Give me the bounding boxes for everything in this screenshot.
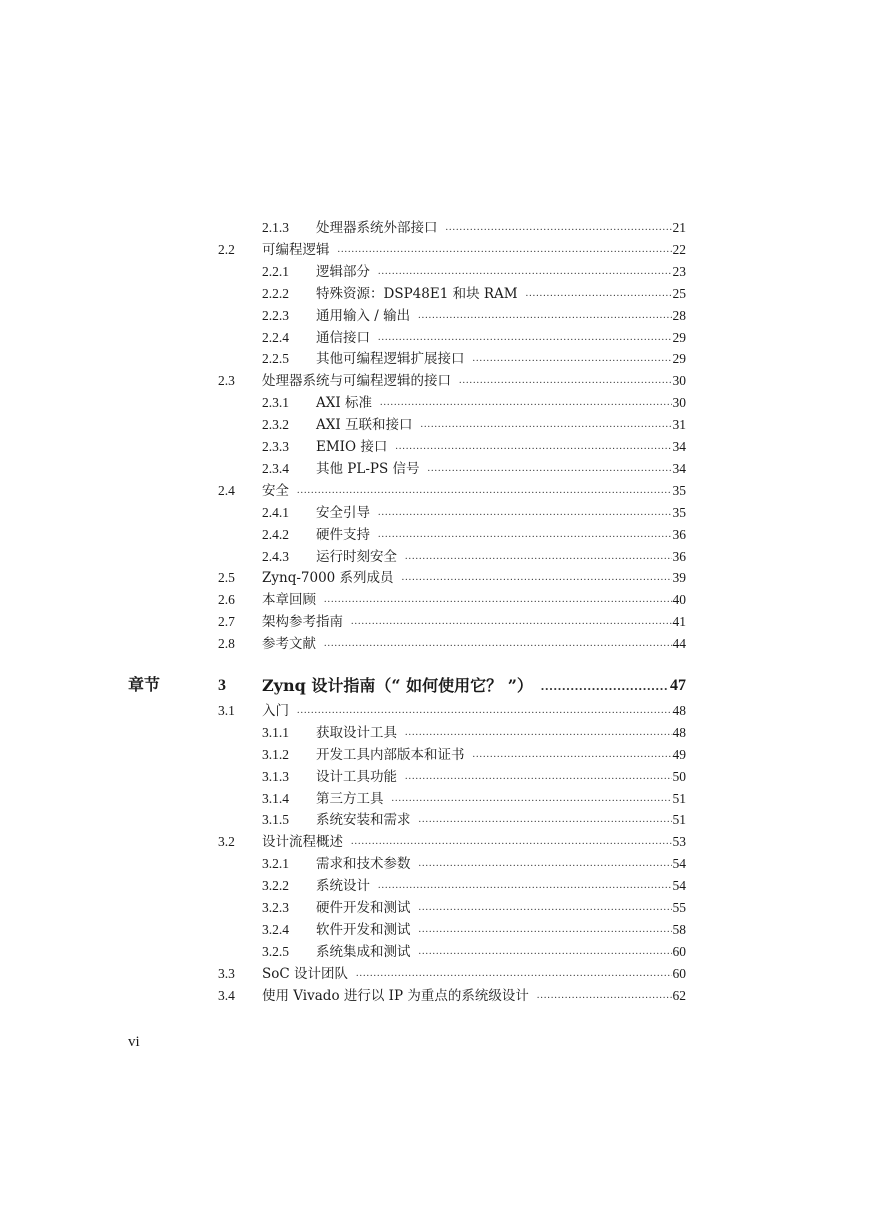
dot-leader xyxy=(541,676,669,696)
dot-leader xyxy=(419,942,672,962)
toc-entry-number: 2.2.3 xyxy=(262,307,289,323)
toc-entry-title: 入门 xyxy=(262,702,289,719)
toc-entry[interactable] xyxy=(0,898,869,918)
dot-leader xyxy=(419,898,672,918)
toc-entry[interactable] xyxy=(0,503,869,523)
dot-leader xyxy=(297,481,672,501)
toc-entry-page: 48 xyxy=(672,724,686,740)
chapter-label: 章节 xyxy=(128,677,161,694)
toc-entry[interactable] xyxy=(0,568,869,588)
toc-entry[interactable] xyxy=(0,218,869,238)
toc-entry-number: 3.1.4 xyxy=(262,790,289,806)
toc-entry-title: Zynq 设计指南（“ 如何使用它？ ”） xyxy=(262,676,533,695)
toc-entry-page: 35 xyxy=(672,482,686,498)
toc-entry-title: 处理器系统外部接口 xyxy=(316,220,438,236)
toc-entry[interactable] xyxy=(0,393,869,413)
toc-entry-title: 设计工具功能 xyxy=(316,768,397,785)
toc-entry-title: AXI 标准 xyxy=(316,395,372,412)
toc-entry-number: 2.4 xyxy=(218,482,235,498)
toc-entry-number: 2.5 xyxy=(218,570,235,586)
toc-entry-number: 2.4.1 xyxy=(262,504,289,520)
dot-leader xyxy=(419,920,672,940)
toc-entry-title: 第三方工具 xyxy=(316,790,384,807)
toc-entry-page: 39 xyxy=(672,570,686,586)
dot-leader xyxy=(428,459,672,479)
toc-entry-page: 58 xyxy=(672,921,686,937)
toc-entry[interactable] xyxy=(0,415,869,435)
toc-entry-title: 运行时刻安全 xyxy=(316,548,397,565)
toc-entry-title: 通信接口 xyxy=(316,329,370,346)
dot-leader xyxy=(526,284,672,304)
toc-entry-title: 本章回顾 xyxy=(262,592,316,609)
dot-leader xyxy=(459,371,672,391)
toc-entry-title: AXI 互联和接口 xyxy=(316,417,413,434)
toc-entry-number: 3.2.1 xyxy=(262,856,289,872)
toc-entry-title: 使用 Vivado 进行以 IP 为重点的系统级设计 xyxy=(262,987,529,1004)
toc-entry-page: 30 xyxy=(672,395,686,411)
dot-leader xyxy=(405,767,672,787)
toc-entry-title: 其他可编程逻辑扩展接口 xyxy=(316,351,465,368)
toc-entry-number: 2.2.5 xyxy=(262,351,289,367)
toc-entry-page: 30 xyxy=(672,373,686,389)
toc-entry[interactable] xyxy=(0,701,869,721)
toc-entry-page: 34 xyxy=(672,460,686,476)
toc-entry[interactable] xyxy=(0,789,869,809)
toc-entry-page: 34 xyxy=(672,439,686,454)
toc-entry-number: 3.2.5 xyxy=(262,943,289,959)
toc-entry-page: 54 xyxy=(672,878,686,894)
toc-entry-page: 54 xyxy=(672,856,686,872)
toc-entry-page: 35 xyxy=(672,504,686,520)
dot-leader xyxy=(378,328,672,348)
dot-leader xyxy=(378,503,672,523)
toc-entry[interactable] xyxy=(0,964,869,984)
toc-entry-title: 处理器系统与可编程逻辑的接口 xyxy=(262,373,451,390)
dot-leader xyxy=(392,789,672,809)
dot-leader xyxy=(405,547,672,567)
toc-entry-page: 62 xyxy=(672,987,686,1003)
dot-leader xyxy=(380,393,672,413)
toc-entry-number: 2.3.4 xyxy=(262,460,289,476)
toc-entry-title: 系统集成和测试 xyxy=(316,943,411,960)
toc-entry[interactable] xyxy=(0,371,869,391)
dot-leader xyxy=(473,745,672,765)
toc-entry-number: 3.1.2 xyxy=(262,746,289,762)
dot-leader xyxy=(537,986,672,1006)
toc-entry-page: 53 xyxy=(672,834,686,850)
toc-entry-page: 41 xyxy=(672,614,686,630)
toc-entry-number: 3.1.1 xyxy=(262,724,289,740)
toc-entry-title: 获取设计工具 xyxy=(316,724,397,741)
toc-entry-title: 逻辑部分 xyxy=(316,263,370,280)
dot-leader xyxy=(402,568,672,588)
toc-entry-title: 开发工具内部版本和证书 xyxy=(316,746,465,763)
dot-leader xyxy=(419,854,672,874)
toc-entry-page: 29 xyxy=(672,351,686,367)
toc-entry[interactable] xyxy=(0,437,869,457)
toc-entry-page: 36 xyxy=(672,548,686,564)
toc-entry-title: 硬件支持 xyxy=(316,526,370,543)
dot-leader xyxy=(351,832,672,852)
toc-entry-page: 29 xyxy=(672,329,686,345)
toc-entry-page: 60 xyxy=(672,965,686,981)
toc-entry-number: 3 xyxy=(218,677,226,694)
toc-entry-title: EMIO 接口 xyxy=(316,439,388,455)
dot-leader xyxy=(420,415,671,435)
toc-entry[interactable] xyxy=(0,942,869,962)
toc-entry-number: 2.3 xyxy=(218,373,235,389)
toc-entry-number: 2.3.1 xyxy=(262,395,289,411)
dot-leader xyxy=(378,876,672,896)
dot-leader xyxy=(356,964,672,984)
toc-entry-number: 3.3 xyxy=(218,965,235,981)
toc-entry[interactable] xyxy=(0,590,869,610)
dot-leader xyxy=(338,240,672,260)
toc-entry[interactable] xyxy=(0,745,869,765)
toc-entry-number: 3.2 xyxy=(218,834,235,850)
toc-entry-title: 参考文献 xyxy=(262,636,316,653)
toc-entry[interactable] xyxy=(0,612,869,632)
toc-entry-title: 可编程逻辑 xyxy=(262,241,330,258)
page-number: vi xyxy=(128,1034,140,1050)
toc-entry[interactable] xyxy=(0,876,869,896)
toc-entry-number: 2.2.1 xyxy=(262,263,289,279)
dot-leader xyxy=(446,218,672,238)
toc-entry-number: 3.1 xyxy=(218,702,235,718)
dot-leader xyxy=(351,612,672,632)
toc-entry-page: 55 xyxy=(672,900,686,915)
dot-leader xyxy=(473,349,672,369)
toc-entry-number: 2.2.2 xyxy=(262,285,289,301)
dot-leader xyxy=(378,525,672,545)
dot-leader xyxy=(297,701,672,721)
toc-entry[interactable] xyxy=(0,810,869,830)
toc-entry[interactable] xyxy=(0,328,869,348)
toc-entry-page: 21 xyxy=(672,220,686,235)
toc-entry[interactable] xyxy=(0,525,869,545)
toc-entry-page: 50 xyxy=(672,768,686,784)
dot-leader xyxy=(419,810,672,830)
toc-entry-number: 3.4 xyxy=(218,987,235,1003)
toc-entry-number: 3.1.5 xyxy=(262,812,289,828)
toc-entry-title: 设计流程概述 xyxy=(262,834,343,851)
toc-entry-title: 特殊资源：DSP48E1 和块 RAM xyxy=(316,285,518,302)
toc-entry-number: 2.1.3 xyxy=(262,220,289,235)
toc-entry-title: 安全 xyxy=(262,482,289,499)
toc-entry-title: 其他 PL-PS 信号 xyxy=(316,460,420,477)
toc-entry[interactable] xyxy=(0,240,869,260)
toc-entry-page: 48 xyxy=(672,702,686,718)
toc-entry-title: 系统设计 xyxy=(316,878,370,895)
toc-entry[interactable] xyxy=(0,854,869,874)
toc-entry-title: 软件开发和测试 xyxy=(316,921,411,938)
toc-entry-page: 40 xyxy=(672,592,686,608)
toc-entry-page: 49 xyxy=(672,746,686,762)
toc-entry-number: 2.3.3 xyxy=(262,439,289,454)
toc-entry[interactable] xyxy=(0,634,869,654)
dot-leader xyxy=(418,306,671,326)
toc-entry-page: 36 xyxy=(672,526,686,542)
toc-entry[interactable] xyxy=(0,986,869,1006)
toc-entry-number: 2.3.2 xyxy=(262,417,289,433)
toc-entry[interactable] xyxy=(0,262,869,282)
toc-entry-page: 28 xyxy=(672,307,686,323)
toc-entry-page: 44 xyxy=(672,636,686,652)
toc-entry[interactable] xyxy=(0,459,869,479)
toc-entry[interactable] xyxy=(0,920,869,940)
toc-entry-number: 2.4.2 xyxy=(262,526,289,542)
toc-entry-number: 2.8 xyxy=(218,636,235,652)
toc-entry-page: 22 xyxy=(672,241,686,257)
toc-entry-title: 需求和技术参数 xyxy=(316,856,411,873)
toc-entry[interactable] xyxy=(0,767,869,787)
toc-entry-number: 2.7 xyxy=(218,614,235,630)
toc-entry-number: 2.4.3 xyxy=(262,548,289,564)
dot-leader xyxy=(378,262,672,282)
toc-entry[interactable] xyxy=(0,481,869,501)
dot-leader xyxy=(324,634,672,654)
toc-entry-title: SoC 设计团队 xyxy=(262,965,348,982)
toc-entry-number: 2.2.4 xyxy=(262,329,289,345)
toc-entry[interactable] xyxy=(0,284,869,304)
toc-entry[interactable] xyxy=(0,832,869,852)
toc-entry-title: 通用输入 / 输出 xyxy=(316,307,411,324)
dot-leader xyxy=(395,437,671,457)
toc-entry-title: 硬件开发和测试 xyxy=(316,900,411,916)
toc-entry-page: 31 xyxy=(672,417,686,433)
toc-entry-title: 安全引导 xyxy=(316,504,370,521)
toc-entry-number: 3.2.2 xyxy=(262,878,289,894)
toc-entry[interactable] xyxy=(0,723,869,743)
toc-entry-page: 60 xyxy=(672,943,686,959)
dot-leader xyxy=(324,590,672,610)
toc-entry-number: 3.2.3 xyxy=(262,900,289,915)
toc-entry-number: 3.1.3 xyxy=(262,768,289,784)
dot-leader xyxy=(405,723,672,743)
toc-entry[interactable] xyxy=(0,547,869,567)
toc-entry-page: 25 xyxy=(672,285,686,301)
toc-entry[interactable] xyxy=(0,306,869,326)
toc-entry-number: 2.2 xyxy=(218,241,235,257)
toc-entry-title: Zynq-7000 系列成员 xyxy=(262,570,394,587)
toc-entry-page: 47 xyxy=(670,677,686,694)
toc-entry-page: 23 xyxy=(672,263,686,279)
toc-entry-page: 51 xyxy=(672,790,686,806)
toc-entry-number: 3.2.4 xyxy=(262,921,289,937)
toc-entry-page: 51 xyxy=(672,812,686,828)
toc-entry-title: 系统安装和需求 xyxy=(316,812,411,829)
toc-entry-title: 架构参考指南 xyxy=(262,614,343,631)
toc-entry[interactable] xyxy=(0,349,869,369)
toc-entry-number: 2.6 xyxy=(218,592,235,608)
